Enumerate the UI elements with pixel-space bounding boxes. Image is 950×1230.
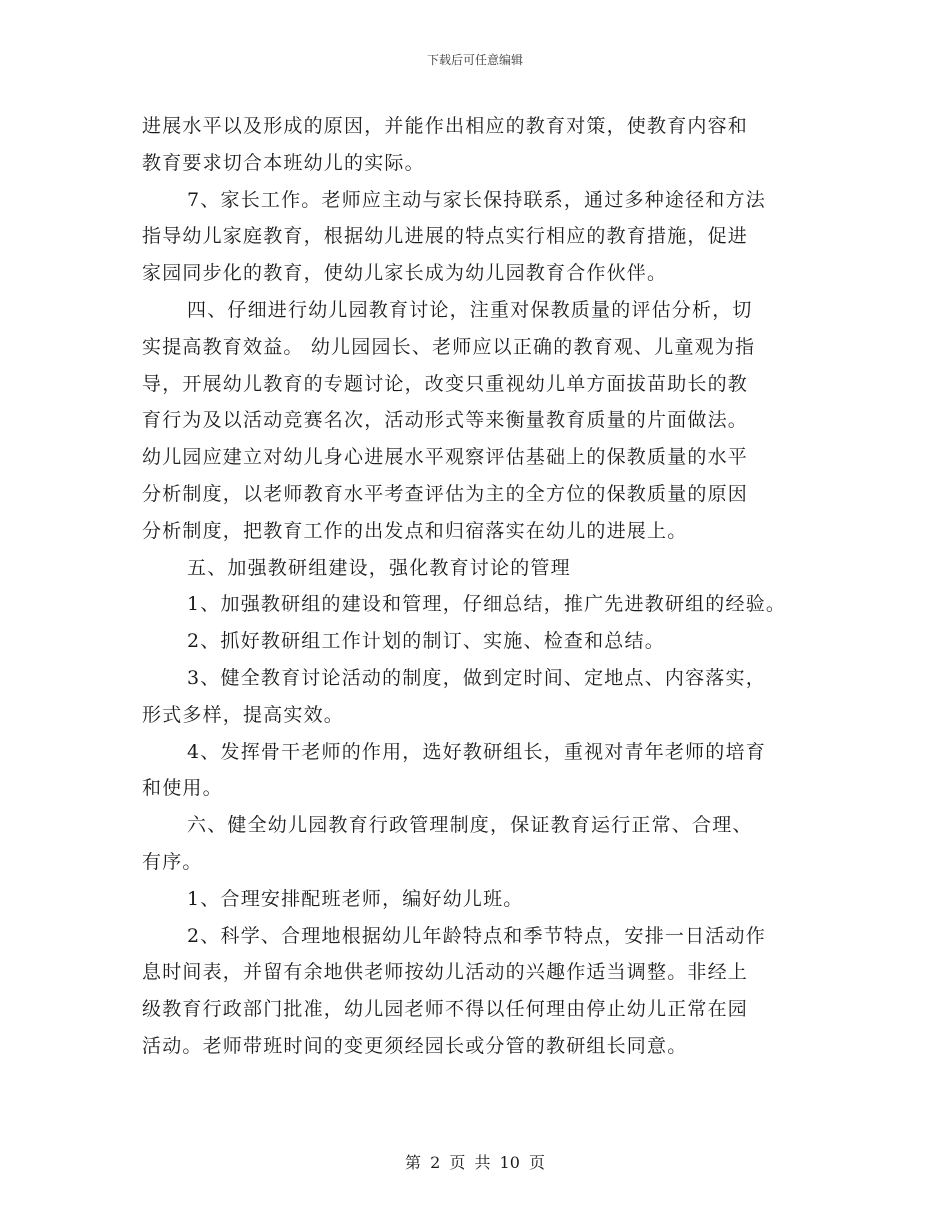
text-line: 形式多样，提高实效。 — [142, 703, 345, 726]
list-item-line: 4、发挥骨干老师的作用，选好教研组长，重视对青年老师的培育 — [187, 740, 766, 763]
section-heading-line: 五、加强教研组建设，强化教育讨论的管理 — [187, 556, 571, 579]
text-line: 幼儿园应建立对幼儿身心进展水平观察评估基础上的保教质量的水平 — [142, 446, 749, 469]
text-line: 家园同步化的教育，使幼儿家长成为幼儿园教育合作伙伴。 — [142, 262, 668, 285]
list-item-line: 3、健全教育讨论活动的制度，做到定时间、定地点、内容落实， — [187, 666, 766, 689]
text-line: 有序。 — [142, 850, 203, 873]
page-header: 下载后可任意编辑 — [426, 53, 523, 67]
text-line: 活动。老师带班时间的变更须经园长或分管的教研组长同意。 — [142, 1034, 688, 1057]
list-item-line: 1、合理安排配班老师，编好幼儿班。 — [187, 887, 524, 910]
list-item-line: 2、科学、合理地根据幼儿年龄特点和季节特点，安排一日活动作 — [187, 924, 766, 947]
list-item-line: 1、加强教研组的建设和管理，仔细总结，推广先进教研组的经验。 — [187, 593, 787, 616]
text-line: 育行为及以活动竞赛名次，活动形式等来衡量教育质量的片面做法。 — [142, 409, 749, 432]
text-line: 分析制度，以老师教育水平考查评估为主的全方位的保教质量的原因 — [142, 482, 749, 505]
text-line: 级教育行政部门批准，幼儿园老师不得以任何理由停止幼儿正常在园 — [142, 998, 749, 1021]
page-number-footer: 第 2 页 共 10 页 — [405, 1153, 545, 1172]
text-line: 分析制度，把教育工作的出发点和归宿落实在幼儿的进展上。 — [142, 519, 688, 542]
section-heading-line: 四、仔细进行幼儿园教育讨论，注重对保教质量的评估分析，切 — [187, 298, 753, 321]
text-line: 教育要求切合本班幼儿的实际。 — [142, 151, 425, 174]
text-line: 指导幼儿家庭教育，根据幼儿进展的特点实行相应的教育措施，促进 — [142, 225, 749, 248]
text-line: 导，开展幼儿教育的专题讨论，改变只重视幼儿单方面拔苗助长的教 — [142, 372, 749, 395]
list-item-line: 2、抓好教研组工作计划的制订、实施、检查和总结。 — [187, 630, 665, 653]
document-body — [142, 108, 822, 1065]
text-line: 和使用。 — [142, 777, 223, 800]
text-line: 进展水平以及形成的原因，并能作出相应的教育对策，使教育内容和 — [142, 115, 749, 137]
section-heading-line: 六、健全幼儿园教育行政管理制度，保证教育运行正常、合理、 — [187, 814, 753, 837]
text-line: 实提高教育效益。 幼儿园园长、老师应以正确的教育观、儿童观为指 — [142, 335, 756, 358]
text-line: 7、家长工作。老师应主动与家长保持联系，通过多种途径和方法 — [187, 188, 766, 211]
text-line: 息时间表，并留有余地供老师按幼儿活动的兴趣作适当调整。非经上 — [142, 961, 749, 984]
